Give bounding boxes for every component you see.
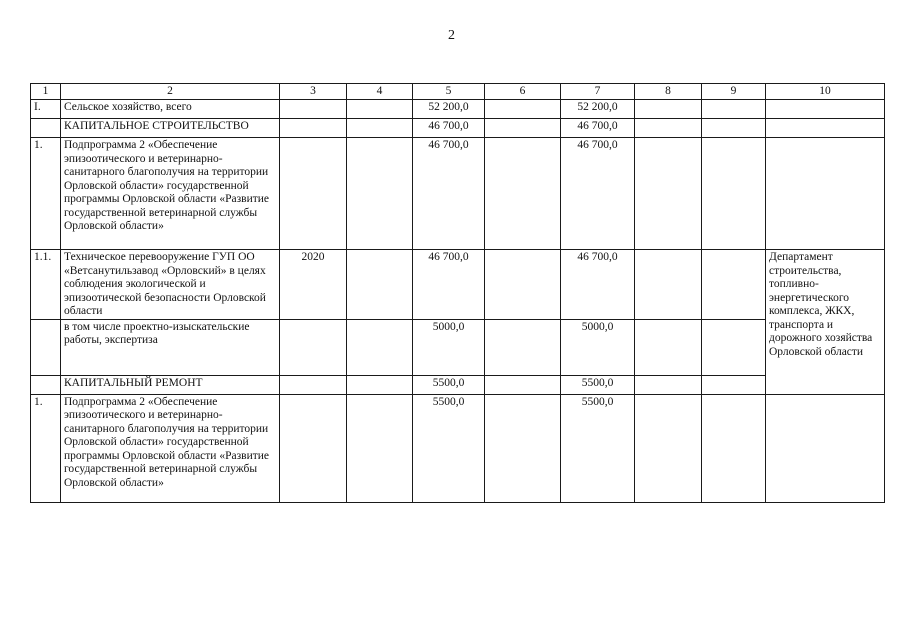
header-cell: 6 bbox=[485, 84, 561, 100]
col7-value: 46 700,0 bbox=[561, 250, 635, 320]
table-row bbox=[31, 100, 885, 119]
row-name: в том числе проектно-изыскательские работы, экспертиза bbox=[61, 319, 280, 375]
col5-value: 5500,0 bbox=[413, 394, 485, 502]
row-name: Подпрограмма 2 «Обеспечение эпизоотического и ветеринарно-санитарного благополучия на территории Орловской области» государственной программы Орловской области «Развитие государственной ветеринарной службы Орловской области» bbox=[61, 138, 280, 250]
header-row bbox=[31, 84, 885, 100]
header-cell: 10 bbox=[766, 84, 885, 100]
col7-value: 5000,0 bbox=[561, 319, 635, 375]
row-number: 1. bbox=[31, 138, 61, 250]
row-name: Техническое перевооружение ГУП ОО «Ветсанутильзавод «Орловский» в целях соблюдения экологической и эпизоотической безопасности Орловской области bbox=[61, 250, 280, 320]
row-number: I. bbox=[31, 100, 61, 119]
department-cell: Департамент строительства, топливно-энергетического комплекса, ЖКХ, транспорта и дорожного хозяйства Орловской области bbox=[766, 250, 885, 395]
header-cell: 7 bbox=[561, 84, 635, 100]
header-cell: 9 bbox=[702, 84, 766, 100]
header-cell: 4 bbox=[347, 84, 413, 100]
row-number: 1.1. bbox=[31, 250, 61, 320]
col7-value: 46 700,0 bbox=[561, 119, 635, 138]
header-cell: 1 bbox=[31, 84, 61, 100]
table-row bbox=[31, 250, 885, 320]
header-cell: 8 bbox=[635, 84, 702, 100]
header-cell: 2 bbox=[61, 84, 280, 100]
table-row bbox=[31, 119, 885, 138]
table-row bbox=[31, 138, 885, 250]
table-row bbox=[31, 394, 885, 502]
col5-value: 46 700,0 bbox=[413, 250, 485, 320]
table-row bbox=[31, 319, 885, 375]
col5-value: 46 700,0 bbox=[413, 138, 485, 250]
col5-value: 5500,0 bbox=[413, 375, 485, 394]
header-cell: 5 bbox=[413, 84, 485, 100]
col5-value: 46 700,0 bbox=[413, 119, 485, 138]
col5-value: 52 200,0 bbox=[413, 100, 485, 119]
year-value: 2020 bbox=[280, 250, 347, 320]
section-title: КАПИТАЛЬНЫЙ РЕМОНТ bbox=[61, 375, 280, 394]
col7-value: 5500,0 bbox=[561, 375, 635, 394]
budget-table bbox=[30, 83, 885, 503]
col7-value: 52 200,0 bbox=[561, 100, 635, 119]
header-cell: 3 bbox=[280, 84, 347, 100]
section-title: КАПИТАЛЬНОЕ СТРОИТЕЛЬСТВО bbox=[61, 119, 280, 138]
col7-value: 5500,0 bbox=[561, 394, 635, 502]
col7-value: 46 700,0 bbox=[561, 138, 635, 250]
table-row bbox=[31, 375, 885, 394]
col5-value: 5000,0 bbox=[413, 319, 485, 375]
row-number: 1. bbox=[31, 394, 61, 502]
page-number: 2 bbox=[448, 28, 455, 43]
row-name: Подпрограмма 2 «Обеспечение эпизоотического и ветеринарно-санитарного благополучия на территории Орловской области» государственной программы Орловской области «Развитие государственной ветеринарной службы Орловской области» bbox=[61, 394, 280, 502]
row-name: Сельское хозяйство, всего bbox=[61, 100, 280, 119]
